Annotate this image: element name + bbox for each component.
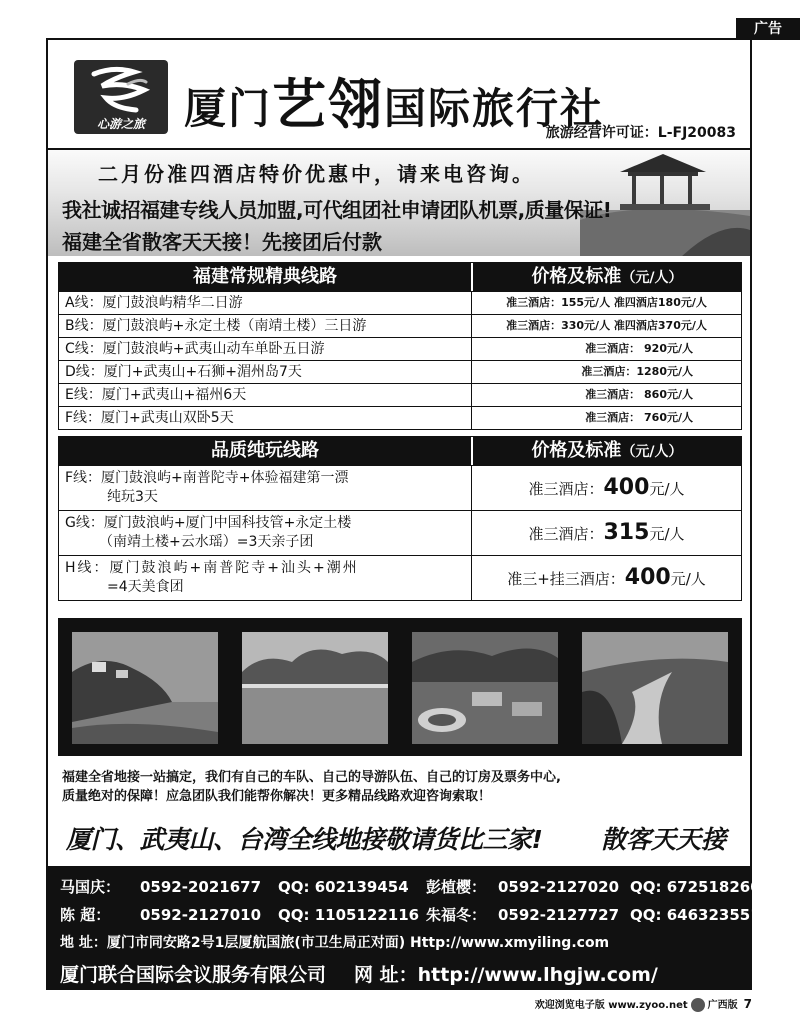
classic-routes-table xyxy=(58,262,742,430)
route-price: 准三酒店：155元/人 准四酒店180元/人 xyxy=(471,292,741,314)
tulou-village-photo xyxy=(412,632,558,744)
route-name: F线：厦门鼓浪屿+南普陀寺+体验福建第一漂 纯玩3天 xyxy=(65,470,349,505)
agency-name-part2: 国际旅行社 xyxy=(384,84,605,133)
route-price: 准三酒店：315元/人 xyxy=(471,511,741,555)
logo-swirl-icon xyxy=(84,64,158,116)
slogan-left: 厦门、武夷山、台湾全线地接敬请货比三家! xyxy=(66,825,543,854)
agency-name-big: 艺翎 xyxy=(272,72,385,136)
route-price: 准三酒店：400元/人 xyxy=(471,466,741,510)
header xyxy=(48,40,750,148)
agency-name xyxy=(184,62,604,139)
contact-block xyxy=(48,866,761,990)
premium-routes-title: 品质纯玩线路 xyxy=(211,440,319,461)
company-name: 厦门联合国际会议服务有限公司 xyxy=(60,964,327,986)
footer-site-link[interactable]: 欢迎浏览电子版 www.zyoo.net xyxy=(534,1000,688,1011)
route-name: F线：厦门+武夷山双卧5天 xyxy=(65,410,234,426)
route-name: E线：厦门+武夷山+福州6天 xyxy=(65,387,247,403)
table-row xyxy=(59,314,741,337)
contact-address: 地 址：厦门市同安路2号1层厦航国旅(市卫生局正对面) Http://www.xmyiling.com xyxy=(60,935,610,951)
route-name: A线：厦门鼓浪屿精华二日游 xyxy=(65,295,243,311)
route-price: 准三酒店： 920元/人 xyxy=(471,338,741,360)
company-line: 厦门联合国际会议服务有限公司 网 址：http://www.lhgjw.com/ xyxy=(60,960,658,987)
page-number: 7 xyxy=(743,997,752,1011)
slogan-right: 散客天天接 xyxy=(600,825,726,854)
promo-daily-reception: 福建全省散客天天接！先接团后付款 xyxy=(62,230,382,254)
wuyishan-river-photo xyxy=(582,632,728,744)
premium-routes-table xyxy=(58,436,742,601)
agency-name-part1: 厦门 xyxy=(184,84,273,133)
route-name: H线：厦门鼓浪屿+南普陀寺+汕头+潮州 =4天美食团 xyxy=(65,560,359,595)
agency-logo xyxy=(74,60,168,134)
ad-tag: 广告 xyxy=(736,18,800,40)
table-row xyxy=(59,465,741,510)
route-price: 准三酒店： 760元/人 xyxy=(471,407,741,429)
table-row xyxy=(59,406,741,429)
route-price: 准三酒店：330元/人 准四酒店370元/人 xyxy=(471,315,741,337)
gulangyu-island-photo xyxy=(72,632,218,744)
route-name: G线：厦门鼓浪屿+厦门中国科技管+永定土楼 （南靖土楼+云水瑶）=3天亲子团 xyxy=(65,515,352,550)
contact-row: 马国庆： 0592-2021677 QQ: 602139454 彭植樱： 0592-2127020 QQ: 672518260 xyxy=(60,878,761,896)
route-name: D线：厦门+武夷山+石狮+湄州岛7天 xyxy=(65,364,302,380)
table-row xyxy=(59,555,741,600)
table-row xyxy=(59,337,741,360)
route-price: 准三+挂三酒店：400元/人 xyxy=(471,556,741,600)
classic-price-header: 价格及标准（元/人） xyxy=(471,263,741,291)
promo-recruitment: 我社诚招福建专线人员加盟,可代组团社申请团队机票,质量保证! xyxy=(62,198,612,222)
service-note: 福建全省地接一站搞定，我们有自己的车队、自己的导游队伍、自己的订房及票务中心, 质量绝对的保障！应急团队我们能帮你解决！更多精品线路欢迎咨询索取！ xyxy=(62,770,561,804)
classic-routes-header xyxy=(59,263,741,291)
company-website-link[interactable]: http://www.lhgjw.com/ xyxy=(417,964,658,986)
premium-routes-header xyxy=(59,437,741,465)
logo-slogan: 心游之旅 xyxy=(96,117,145,131)
route-price: 准三酒店：1280元/人 xyxy=(471,361,741,383)
ad-frame xyxy=(46,38,761,990)
route-name: C线：厦门鼓浪屿+武夷山动车单卧五日游 xyxy=(65,341,325,357)
route-name: B线：厦门鼓浪屿+永定土楼（南靖土楼）三日游 xyxy=(65,318,367,334)
table-row xyxy=(59,383,741,406)
promo-special-offer: 二月份准四酒店特价优惠中，请来电咨询。 xyxy=(98,162,535,186)
premium-price-header: 价格及标准（元/人） xyxy=(471,437,741,465)
contact-row: 陈 超： 0592-2127010 QQ: 1105122116 朱福冬： 0592-2127727 QQ: 646323551 xyxy=(60,906,761,924)
route-price: 准三酒店： 860元/人 xyxy=(471,384,741,406)
table-row xyxy=(59,510,741,555)
promo-banner xyxy=(48,148,750,256)
page-footer: 欢迎浏览电子版 www.zyoo.net 广西版 7 xyxy=(534,997,752,1011)
table-row xyxy=(59,360,741,383)
table-row xyxy=(59,291,741,314)
photo-strip xyxy=(58,618,742,756)
classic-routes-title: 福建常规精典线路 xyxy=(193,266,337,287)
publication-logo-icon xyxy=(691,998,705,1012)
license-number: 旅游经营许可证：L-FJ20083 xyxy=(545,125,736,141)
xiamen-coast-photo xyxy=(242,632,388,744)
